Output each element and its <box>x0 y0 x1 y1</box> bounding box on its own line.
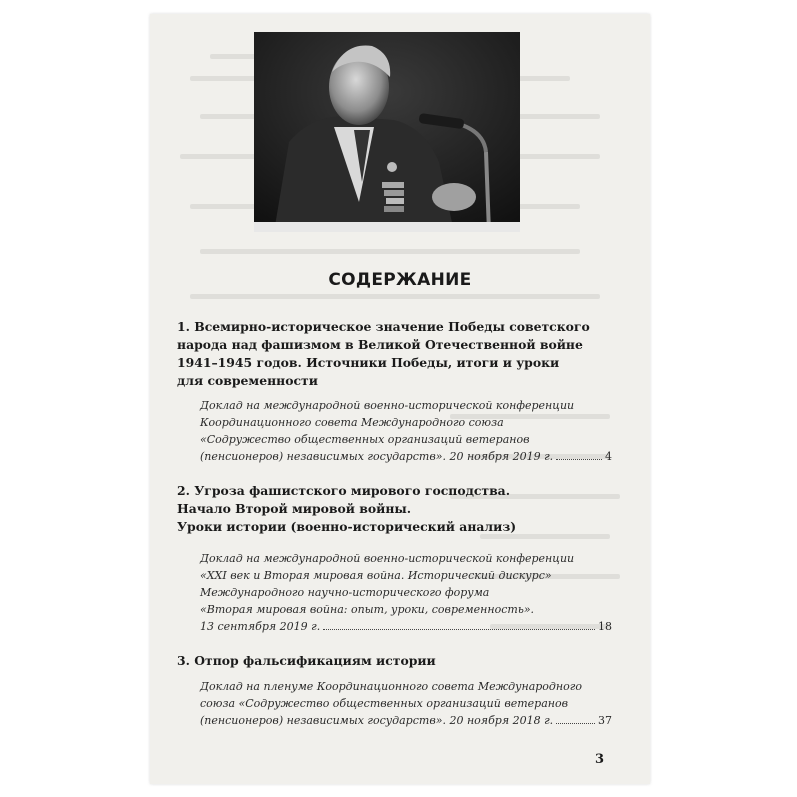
speaker-photo <box>254 32 520 232</box>
toc-entry-3-desc-line: союза «Содружество общественных организаций ветеранов <box>200 697 569 710</box>
toc-entry-1-desc-line: Координационного совета Международного союза <box>200 416 504 429</box>
toc-entry-2-description <box>200 550 612 635</box>
book-page <box>150 14 650 784</box>
toc-entry-1-desc-line: Доклад на международной военно-исторической конференции <box>200 399 575 412</box>
toc-entry-2-desc-line: Международного научно-исторического форума <box>200 586 490 599</box>
toc-entry-1-title <box>177 318 627 390</box>
toc-entry-1-leader <box>200 448 612 465</box>
toc-entry-3-desc-last: (пенсионеров) независимых государств». 20 ноября 2018 г. <box>200 714 554 727</box>
toc-entry-3-leader <box>200 712 612 729</box>
toc-entry-1-title-line: 1941–1945 годов. Источники Победы, итоги и уроки <box>177 355 560 370</box>
toc-entry-2-title-line: Уроки истории (военно-исторический анализ) <box>177 519 517 534</box>
toc-entry-3-desc-line: Доклад на пленуме Координационного совета Международного <box>200 680 582 693</box>
toc-entry-1-desc-last: (пенсионеров) независимых государств». 20 ноября 2019 г. <box>200 450 554 463</box>
toc-entry-2-desc-line: «Вторая мировая война: опыт, уроки, современность». <box>200 603 535 616</box>
toc-entry-2-leader <box>200 618 612 635</box>
dot-leader <box>323 628 595 630</box>
toc-entry-3-description <box>200 678 612 729</box>
toc-entry-2-desc-line: «XXI век и Вторая мировая война. Исторический дискурс» <box>200 569 552 582</box>
dot-leader <box>556 722 595 724</box>
toc-entry-2-title-line: 2. Угроза фашистского мирового господства. <box>177 483 511 498</box>
contents-title: СОДЕРЖАНИЕ <box>328 270 472 290</box>
page-number: 3 <box>595 752 605 767</box>
toc-entry-1-desc-line: «Содружество общественных организаций ветеранов <box>200 433 530 446</box>
toc-entry-2-page: 18 <box>598 620 612 633</box>
toc-entry-2-desc-line: Доклад на международной военно-исторической конференции <box>200 552 575 565</box>
toc-entry-3-title-line: 3. Отпор фальсификациям истории <box>177 653 436 668</box>
dot-leader <box>556 458 602 460</box>
toc-entry-3-title <box>177 652 627 670</box>
toc-entry-1-title-line: 1. Всемирно-историческое значение Победы советского <box>177 319 590 334</box>
toc-entry-1-page: 4 <box>605 450 612 463</box>
toc-entry-1-title-line: для современности <box>177 373 318 388</box>
toc-entry-1-description <box>200 397 612 465</box>
toc-entry-2-desc-last: 13 сентября 2019 г. <box>200 620 321 633</box>
toc-entry-2-title <box>177 482 627 536</box>
toc-entry-2-title-line: Начало Второй мировой войны. <box>177 501 412 516</box>
toc-entry-1-title-line: народа над фашизмом в Великой Отечественной войне <box>177 337 583 352</box>
toc-entry-3-page: 37 <box>598 714 612 727</box>
